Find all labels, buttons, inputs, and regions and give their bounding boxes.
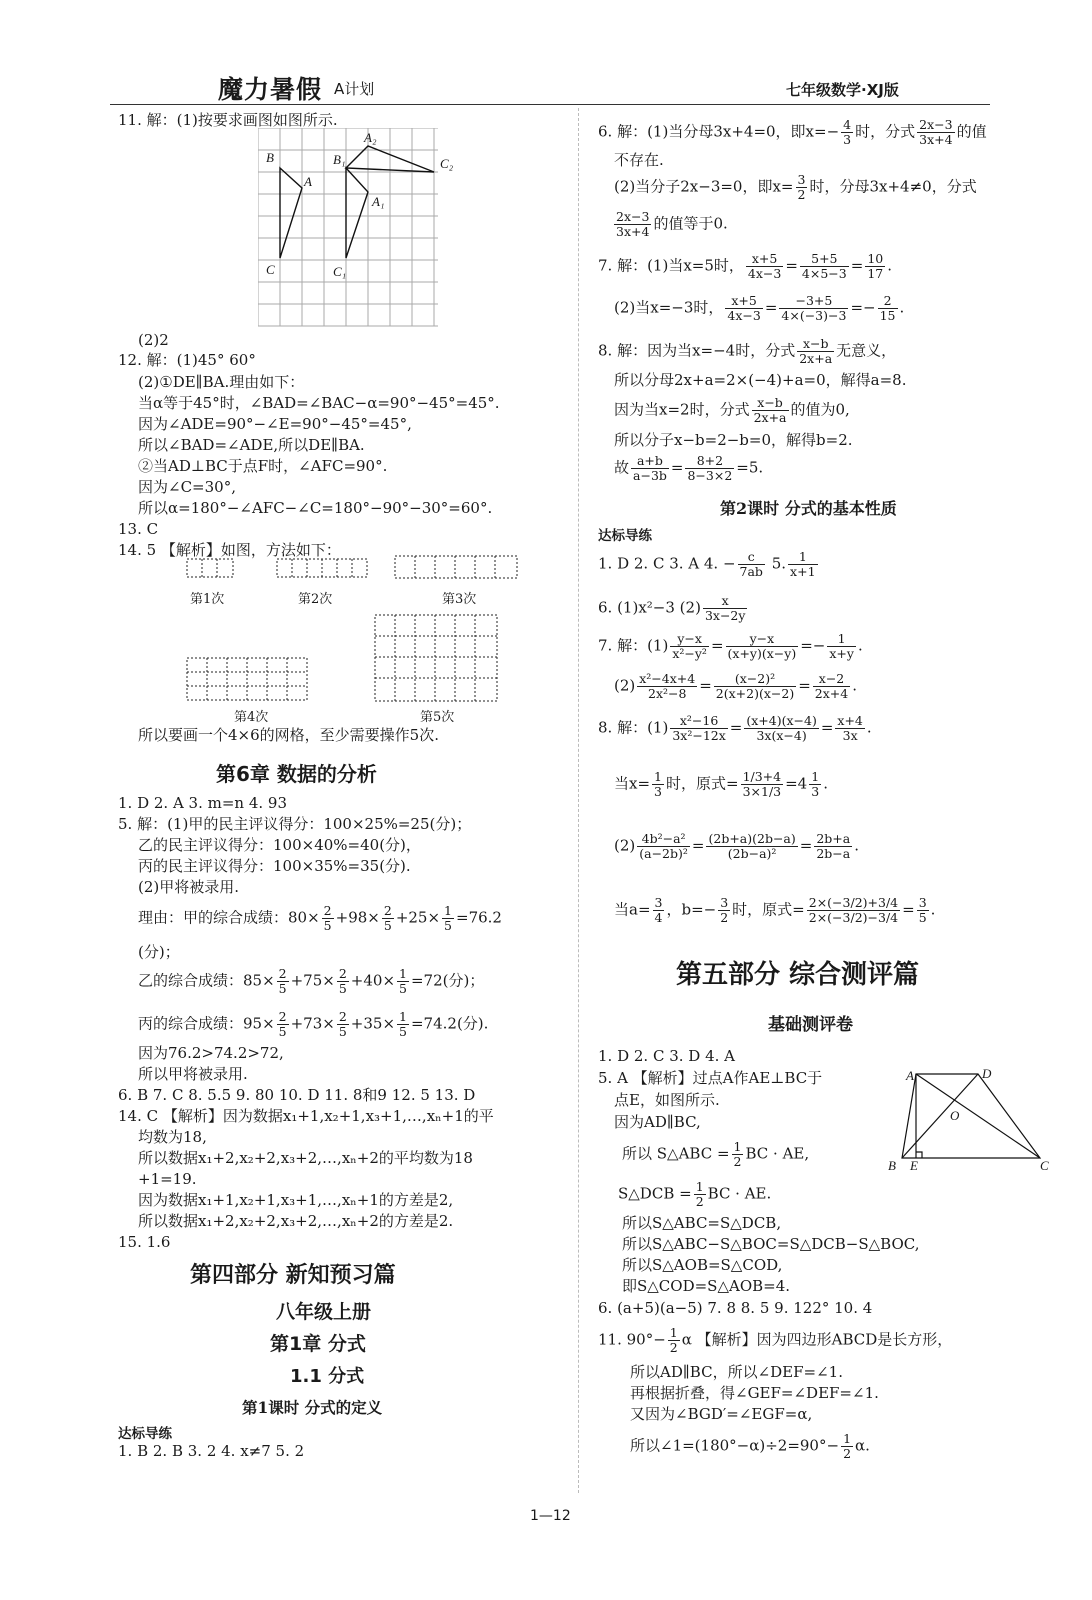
r-q7-line1: 7. 解：(1)当x=5时， $\frac{x+5}{4x-3}$ = $\frac{5+5}{4\times 5-3}$ = $\frac{10}{17}$ . [598, 251, 892, 281]
ch6-answers: 1. D 2. A 3. m=n 4. 93 [118, 794, 288, 812]
q5-line2: 乙的民主评议得分：100×40%=40(分)， [138, 836, 421, 854]
r-q6-line2: 不存在. [614, 151, 664, 169]
step1-grid [186, 558, 236, 580]
step2-label: 第2次 [298, 592, 333, 607]
step5-label: 第5次 [420, 710, 455, 725]
r-q8b-line4: 当a= $\frac{3}{4}$ ，b=− $\frac{3}{2}$ 时，原式= $\frac{2\times(-3/2)+3/4}{2\times(-3/2)-3/4}$ = $\frac{3}{5}$ . [614, 895, 936, 925]
step1-label: 第1次 [190, 592, 225, 607]
header-rule [110, 104, 990, 105]
q11-part2: (2)2 [138, 331, 169, 349]
r-q7b-line1: 7. 解：(1) $\frac{y-x}{\text{x²−y²}}$ = $\frac{y-x}{(x+y)(x-y)}$ =− $\frac{1}{x+y}$ . [598, 631, 863, 661]
r-q11-line3: 再根据折叠，得∠GEF=∠DEF=∠1. [630, 1384, 879, 1402]
r-basic-answers: 1. D 2. C 3. D 4. A [598, 1047, 735, 1065]
r-q8-line4: 所以分子x−b=2−b=0，解得b=2. [614, 431, 853, 449]
step4-label: 第4次 [234, 710, 269, 725]
r-q5-r2: 所以S△ABC−S△BOC=S△DCB−S△BOC, [622, 1235, 920, 1253]
r-q8b-line3: (2) $\frac{\text{4b²−a²}}{\text{(a−2b)²}}$ = $\frac{(2b+a)(2b-a)}{\text{(2b−a)²}}$ = $\frac{2b+a}{2b-a}$ . [614, 831, 860, 861]
q14b-line5: 因为数据x₁+1,x₂+1,x₃+1,…,xₙ+1的方差是2, [138, 1191, 454, 1209]
q14b-line2: 均数为18, [138, 1128, 207, 1146]
label-A: A [304, 174, 312, 189]
r-q8-line3: 因为当x=2时，分式 $\frac{x-b}{2x+a}$ 的值为0, [614, 395, 850, 425]
r-q5-line1: 5. A 【解析】过点A作AE⊥BC于 [598, 1069, 823, 1087]
chapter1-title: 第1章 分式 [270, 1333, 366, 1355]
hired: 所以甲将被录用. [138, 1065, 248, 1083]
r-q8-line1: 8. 解：因为当x=−4时，分式 $\frac{x-b}{2x+a}$ 无意义， [598, 336, 897, 366]
page-number: 1—12 [530, 1508, 571, 1524]
grade-label: 七年级数学·XJ版 [786, 81, 899, 99]
practice-label-right: 达标导练 [598, 528, 652, 544]
book-title: 八年级上册 [276, 1301, 372, 1323]
step2-grid [276, 558, 370, 580]
q5-line4: (2)甲将被录用. [138, 878, 240, 896]
q11: 11. 解：(1)按要求画图如图所示. [118, 111, 338, 129]
q12-line3: 当α等于45°时，∠BAD=∠BAC−α=90°−45°=45°. [138, 394, 500, 412]
r-q5-r3: 所以S△AOB=S△COD, [622, 1256, 783, 1274]
label-D-trap: D [982, 1066, 992, 1081]
r-q11-line4: 又因为∠BGD′=∠EGF=α, [630, 1405, 813, 1423]
brand-title: 魔力暑假 [218, 75, 323, 104]
r-q7-line2: (2)当x=−3时， $\frac{x+5}{4x-3}$ = $\frac{-3+5}{4\times(-3)-3}$ =− $\frac{2}{15}$ . [614, 293, 905, 323]
q14b-line6: 所以数据x₁+2,x₂+2,x₃+2,…,xₙ+2的方差是2. [138, 1212, 454, 1230]
r-answers: 1. D 2. C 3. A 4. − $\frac{c}{7ab}$ 5. $\frac{1}{x+1}$ [598, 549, 816, 579]
lesson1-answers: 1. B 2. B 3. 2 4. x≠7 5. 2 [118, 1442, 305, 1460]
q13: 13. C [118, 520, 159, 538]
step3-label: 第3次 [442, 592, 477, 607]
r-q6-line1: 6. 解：(1)当分母3x+4=0，即x=− $\frac{4}{3}$ 时，分式 $\frac{2x-3}{3x+4}$ 的值 [598, 117, 987, 147]
q14b-line3: 所以数据x₁+2,x₂+2,x₃+2,…,xₙ+2的平均数为18 [138, 1149, 473, 1167]
r-q8b-line1: 8. 解：(1) $\frac{\text{x²−16}}{\text{3x²−12x}}$ = $\frac{(x+4)(x-4)}{3x(x-4)}$ = $\frac{x+4}{3x}$ . [598, 713, 872, 743]
compare: 因为76.2>74.2>72, [138, 1044, 284, 1062]
q12-line2: (2)①DE∥BA.理由如下： [138, 373, 305, 391]
r-q8b-line2: 当x= $\frac{1}{3}$ 时，原式= $\frac{1/3+4}{3\times 1/3}$ =4 $\frac{1}{3}$ . [614, 769, 828, 799]
r-q6b: 6. (1)x²−3 (2) $\frac{x}{3x-2y}$ [598, 593, 746, 623]
label-B1: B₁ [333, 152, 346, 167]
label-B-trap: B [888, 1158, 896, 1173]
lesson1-title: 第1课时 分式的定义 [242, 1398, 383, 1417]
r-q8-line5: 故 $\frac{a+b}{a-3b}$ = $\frac{8+2}{8-3\times 2}$ =5. [614, 453, 764, 483]
label-O-trap: O [950, 1108, 960, 1123]
q12-line5: 所以∠BAD=∠ADE,所以DE∥BA. [138, 436, 365, 454]
q14b-line1: 14. C 【解析】因为数据x₁+1,x₂+1,x₃+1,…,xₙ+1的平 [118, 1107, 494, 1125]
q14b-line4: +1=19. [138, 1170, 197, 1188]
q12-line6: ②当AD⊥BC于点F时，∠AFC=90°. [138, 457, 388, 475]
part5-title: 第五部分 综合测评篇 [676, 960, 920, 990]
part4-title: 第四部分 新知预习篇 [190, 1263, 396, 1288]
section-1-1: 1.1 分式 [290, 1366, 365, 1387]
q15: 15. 1.6 [118, 1233, 171, 1251]
step3-grid [394, 555, 520, 581]
chapter6-title: 第6章 数据的分析 [216, 762, 377, 786]
r-q5-line2: 点E，如图所示. [614, 1091, 720, 1109]
q12-line7: 因为∠C=30°, [138, 478, 236, 496]
r-q8-line2: 所以分母2x+a=2×(−4)+a=0，解得a=8. [614, 371, 907, 389]
label-C2: C₂ [440, 156, 454, 171]
step5-grid [374, 614, 500, 704]
q14: 14. 5 【解析】如图，方法如下： [118, 541, 341, 559]
q12-line4: 因为∠ADE=90°−∠E=90°−45°=45°, [138, 415, 412, 433]
label-C-trap: C [1040, 1158, 1049, 1173]
r-q11-line2: 所以AD∥BC，所以∠DEF=∠1. [630, 1363, 843, 1381]
label-A2: A₂ [364, 130, 377, 145]
label-E-trap: E [910, 1158, 918, 1173]
column-divider [578, 108, 579, 1493]
label-C: C [266, 262, 275, 277]
r-q5-line3: 因为AD∥BC, [614, 1113, 701, 1131]
q12-line1: 12. 解：(1)45° 60° [118, 351, 256, 369]
label-C1: C₁ [333, 264, 347, 279]
lesson2-title: 第2课时 分式的基本性质 [720, 499, 897, 518]
q14-conclusion: 所以要画一个4×6的网格，至少需要操作5次. [138, 726, 439, 744]
ch6-answers-2: 6. B 7. C 8. 5.5 9. 80 10. D 11. 8和9 12. 5 13. D [118, 1086, 476, 1104]
r-q11-line1: 11. 90°− $\frac{1}{2}$ α 【解析】因为四边形ABCD是长方形， [598, 1325, 953, 1355]
basic-test-title: 基础测评卷 [768, 1015, 853, 1035]
q5-line1: 5. 解：(1)甲的民主评议得分：100×25%=25(分)； [118, 815, 472, 833]
q11-grid-figure [258, 128, 456, 328]
r-q5-s2: S△DCB = $\frac{1}{2}$ BC · AE. [618, 1179, 772, 1209]
jia-unit: (分)； [138, 943, 180, 961]
r-q6-line3: (2)当分子2x−3=0，即x= $\frac{3}{2}$ 时，分母3x+4≠0，分式 [614, 172, 977, 202]
r-answers-6-10: 6. (a+5)(a−5) 7. 8 8. 5 9. 122° 10. 4 [598, 1299, 873, 1317]
bing-score: 丙的综合成绩：95× $\frac{2}{5}$ +73× $\frac{2}{5}$ +35× $\frac{1}{5}$ =74.2(分). [138, 1009, 489, 1039]
r-q5-r1: 所以S△ABC=S△DCB, [622, 1214, 782, 1232]
yi-score: 乙的综合成绩：85× $\frac{2}{5}$ +75× $\frac{2}{5}$ +40× $\frac{1}{5}$ =72(分)； [138, 966, 485, 996]
q12-line8: 所以α=180°−∠AFC−∠C=180°−90°−30°=60°. [138, 499, 493, 517]
label-A-trap: A [906, 1068, 914, 1083]
jia-score: 理由：甲的综合成绩：80× $\frac{2}{5}$ +98× $\frac{2}{5}$ +25× $\frac{1}{5}$ =76.2 [138, 903, 502, 933]
r-q5-r4: 即S△COD=S△AOB=4. [622, 1277, 791, 1295]
r-q5-s1: 所以 S△ABC = $\frac{1}{2}$ BC · AE, [622, 1139, 810, 1169]
label-A1: A₁ [372, 194, 385, 209]
r-q7b-line2: (2) $\frac{\text{x²−4x+4}}{\text{2x²−8}}$ = $\frac{\text{(x−2)²}}{2(x+2)(x-2)}$ = $\frac{x-2}{2x+4}$ . [614, 671, 858, 701]
step4-grid [186, 657, 310, 703]
practice-label-left: 达标导练 [118, 1426, 172, 1442]
label-B: B [266, 150, 274, 165]
r-q11-line5: 所以∠1=(180°−α)÷2=90°− $\frac{1}{2}$ α. [630, 1431, 870, 1461]
q5-line3: 丙的民主评议得分：100×35%=35(分). [138, 857, 411, 875]
r-q6-line4: $\frac{2x-3}{3x+4}$ 的值等于0. [616, 209, 728, 239]
brand-plan: A计划 [334, 80, 375, 98]
